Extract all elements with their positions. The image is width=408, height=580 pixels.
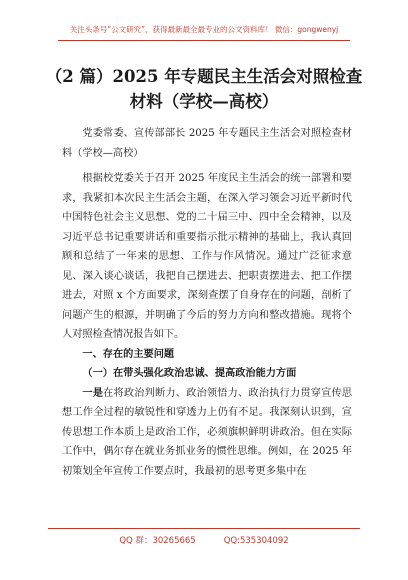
- document-title: [40, 64, 368, 114]
- title-line-1: （2 篇）2025 年专题民主生活会对照检查: [45, 67, 363, 86]
- paragraph-2-lead: 一是: [82, 386, 104, 399]
- paragraph-2: [62, 384, 352, 482]
- footer-qq: QQ:535304092: [223, 536, 289, 546]
- footer-divider: [48, 528, 360, 529]
- page-header: 关注头条号“公文研究”，获得最新最全最专业的公文资料库！ 微信：gongwenyj: [69, 25, 339, 34]
- section-heading-1: 一、存在的主要问题: [82, 347, 175, 360]
- document-body: [62, 124, 352, 481]
- subsection-heading-1: （一）在带头强化政治忠诚、提高政治能力方面: [82, 367, 297, 379]
- intro-paragraph: 党委常委、宣传部部长 2025 年专题民主生活会对照检查材料（学校—高校）: [62, 128, 352, 159]
- paragraph-1: 根据校党委关于召开 2025 年度民主生活会的统一部署和要求，我紧扣本次民主生活会主题，在深入学习领会习近平新时代中国特色社会主义思想、党的二十届三中、四中全会精神，以及习近平总书记重要讲话和重要指示批示精神的基础上，我认真回顾和总结了一年来的思想、工作与作风情况。通过广泛征求意见、深入谈心谈话，我把自己摆进去、把职责摆进去、把工作摆进去，对照 x 个方面要求，深刻查摆了自身存在的问题，剖析了问题产生的根源，并明确了今后的努力方向和整改措施。现将个人对照检查情况报告如下。: [62, 173, 352, 340]
- footer-qq-group: QQ 群：30265665: [119, 536, 196, 546]
- paragraph-2-text: 在将政治判断力、政治领悟力、政治执行力贯穿宣传思想工作全过程的敏锐性和穿透力上仍有不足。我深刻认识到，宣传思想工作本质上是政治工作，必须旗帜鲜明讲政治。但在实际工作中，偶尔存在就业务抓业务的惯性思维。例如，在 2025 年初策划全年宣传工作要点时，我最初的思考更多集中在: [62, 387, 353, 477]
- title-line-2: 材料（学校—高校）: [129, 92, 279, 111]
- header-divider: [58, 40, 350, 41]
- page-footer: [0, 534, 408, 546]
